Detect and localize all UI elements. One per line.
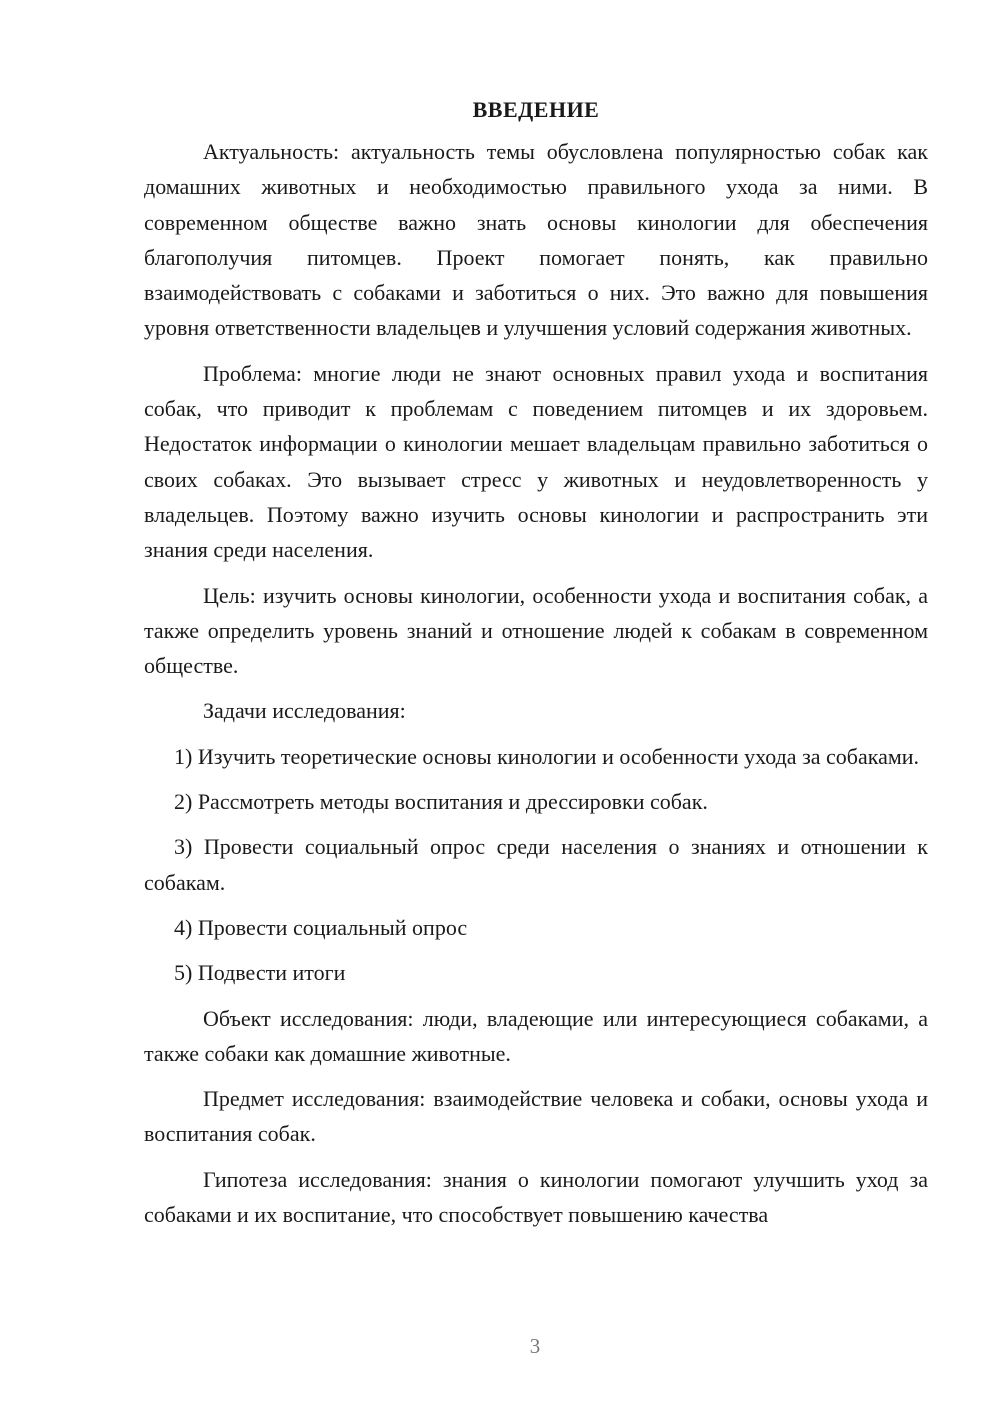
section-heading: ВВЕДЕНИЕ [472,97,600,122]
paragraph-goal: Цель: изучить основы кинологии, особенности ухода и воспитания собак, а также определить уровень знаний и отношение людей к собакам в современном обществе. [144,582,928,679]
paragraph-subject: Предмет исследования: взаимодействие человека и собаки, основы ухода и воспитания собак. [144,1086,928,1147]
paragraph-tasks-heading: Задачи исследования: [203,698,406,724]
page-number: 3 [529,1334,541,1358]
paragraph-problem: Проблема: многие люди не знают основных правил ухода и воспитания собак, что приводит к проблемам с поведением питомцев и их здоровьем. Недостаток информации о кинологии мешает владельцам правильно заботиться о своих собаках. Это вызывает стресс у животных и неудовлетворенность у владельцев. Поэтому важно изучить основы кинологии и распространить эти знания среди населения. [144,360,928,563]
document-page [144,96,928,1242]
task-item-2: 2) Рассмотреть методы воспитания и дрессировки собак. [174,789,708,815]
paragraph-hypothesis: Гипотеза исследования: знания о кинологии помогают улучшить уход за собаками и их воспитание, что способствует повышению качества [144,1166,928,1228]
task-item-3: 3) Провести социальный опрос среди населения о знаниях и отношении к собакам. [144,834,928,895]
paragraph-object: Объект исследования: люди, владеющие или интересующиеся собаками, а также собаки как домашние животные. [144,1005,928,1066]
task-item-5: 5) Подвести итоги [174,960,346,986]
paragraph-relevance: Актуальность: актуальность темы обусловлена популярностью собак как домашних животных и необходимостью правильного ухода за ними. В современном обществе важно знать основы кинологии для обеспечения благополучия питомцев. Проект помогает понять, как правильно взаимодействовать с собаками и заботиться о них. Это важно для повышения уровня ответственности владельцев и улучшения условий содержания животных. [144,139,928,341]
task-item-4: 4) Провести социальный опрос [174,914,468,940]
task-item-1: 1) Изучить теоретические основы кинологии и особенности ухода за собаками. [174,743,920,769]
